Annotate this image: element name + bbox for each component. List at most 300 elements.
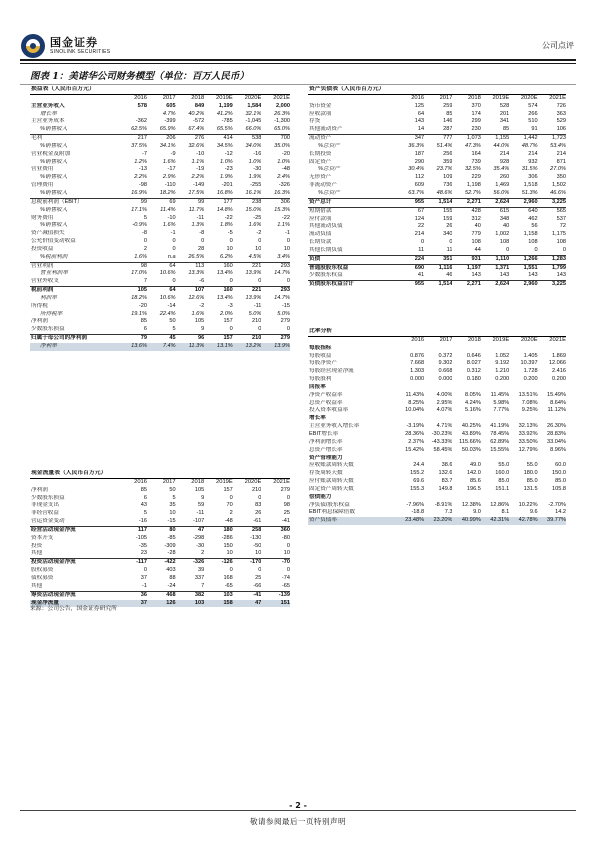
year-header: 2018	[191, 94, 205, 101]
row-value: -1	[285, 230, 290, 237]
row-value: 1.405	[523, 352, 538, 359]
row-value: 11.12%	[547, 407, 566, 414]
row-value: 2.416	[552, 368, 566, 375]
row-value: 1.0%	[277, 158, 290, 165]
table-row	[308, 431, 566, 439]
row-value: -3	[227, 302, 233, 309]
row-value: 1,551	[523, 264, 538, 271]
year-header: 2021E	[273, 478, 290, 485]
row-value: 2	[143, 245, 147, 252]
row-value	[481, 455, 509, 463]
row-value: 13.51%	[518, 391, 538, 398]
year-header: 2017	[162, 94, 176, 101]
row-value: 9	[176, 326, 205, 334]
row-label: %税前利润	[30, 254, 118, 262]
row-value: 348	[499, 215, 510, 222]
row-value: 726	[556, 102, 566, 109]
row-value: 10.6%	[159, 294, 176, 301]
table-row	[308, 190, 566, 198]
row-value: 124	[414, 215, 425, 222]
row-value: 11.45%	[490, 391, 510, 398]
row-value: 615	[499, 207, 510, 214]
table-row	[308, 455, 566, 463]
row-value: 38.6	[441, 462, 453, 469]
row-value: -572	[192, 118, 205, 125]
year-header: 2020E	[244, 478, 262, 485]
table-row	[308, 423, 566, 431]
row-value: 9.192	[495, 360, 510, 367]
row-value: 22	[417, 223, 425, 230]
row-value: 5.0%	[277, 310, 290, 317]
row-value: -8.91%	[434, 501, 453, 508]
row-value: 40.2%	[188, 110, 205, 117]
table-row	[308, 151, 566, 159]
row-value: 25	[283, 510, 290, 517]
row-value: 126	[147, 600, 176, 608]
row-label: 投资收益	[31, 245, 54, 252]
row-value: 40.99%	[452, 517, 480, 525]
row-value: 259	[443, 102, 453, 109]
row-value: 2	[229, 510, 233, 517]
row-value: 9.302	[438, 360, 453, 367]
row-label: 增长率	[309, 415, 326, 422]
row-value: 53.4%	[550, 142, 566, 149]
table-row	[308, 486, 566, 494]
row-value	[481, 345, 509, 353]
row-value: -110	[164, 182, 176, 189]
row-value: 0	[509, 247, 537, 255]
row-value: 26.30%	[547, 423, 566, 430]
year-header: 2020E	[244, 94, 262, 101]
row-value: 99	[197, 198, 205, 205]
year-header: 2018	[467, 336, 481, 343]
row-label: 净利润增长率	[309, 438, 343, 445]
row-value: 1.6%	[162, 222, 176, 229]
row-value: 65.5%	[204, 126, 233, 134]
row-value: 16.3%	[261, 190, 290, 198]
row-value: -8	[199, 230, 205, 237]
row-value: 1,514	[438, 281, 453, 288]
row-value: 9.25%	[521, 407, 538, 414]
row-label: 净利率	[30, 343, 118, 351]
table-row	[308, 272, 566, 280]
row-value: 40.25%	[461, 423, 481, 430]
row-value: 1.869	[552, 352, 566, 359]
row-value: 150.0	[552, 470, 566, 477]
row-value: 15.55%	[490, 446, 510, 453]
row-label: 所得税率	[40, 310, 63, 317]
row-label: 无形资产	[309, 174, 332, 181]
row-value: 0	[261, 326, 290, 334]
row-value: 1.0%	[220, 158, 233, 165]
row-value: 42.31%	[481, 517, 509, 525]
row-value: 32.5%	[464, 166, 481, 173]
row-label: 投资活动现金净流	[31, 559, 76, 566]
row-value: 2,271	[466, 281, 481, 288]
row-value: 15.3%	[274, 206, 290, 213]
table-row	[308, 368, 566, 376]
row-value: 2	[176, 550, 205, 558]
row-label: 货币资金	[309, 102, 332, 109]
row-value: 2.95%	[436, 399, 453, 406]
row-value: 229	[471, 174, 481, 181]
row-value: -1,300	[274, 118, 290, 125]
row-value: -2.70%	[548, 501, 566, 508]
table-row	[308, 135, 566, 143]
row-value: -17	[167, 166, 176, 173]
table-row	[30, 318, 290, 326]
row-value: 36	[140, 591, 147, 598]
row-label: EBIT利息保障倍数	[309, 509, 355, 516]
table-row	[30, 495, 290, 503]
row-value: 50.03%	[461, 446, 481, 453]
row-value: 574	[528, 102, 538, 109]
table-row	[30, 518, 290, 526]
row-label: 营业费用	[31, 166, 54, 173]
row-label: 净利润	[31, 486, 48, 493]
table-row	[308, 502, 566, 510]
row-label: 负债	[308, 255, 396, 264]
table-row	[308, 415, 566, 423]
row-value: -23	[224, 166, 233, 173]
row-value: 63.7%	[396, 190, 424, 198]
row-value: 3,225	[552, 281, 566, 288]
table-row	[308, 353, 566, 361]
row-label: %销售收入	[30, 190, 118, 198]
row-value: 12.6%	[188, 294, 205, 301]
row-value: 0	[147, 278, 176, 286]
row-value: 23.7%	[436, 166, 453, 173]
row-value	[481, 415, 509, 423]
ratio-analysis-table	[308, 328, 566, 525]
row-value: 105	[194, 486, 205, 493]
row-value: 1.9%	[248, 174, 262, 181]
row-value: 59	[197, 502, 205, 509]
row-value: 2,960	[509, 198, 537, 207]
row-value: -11	[196, 510, 205, 517]
row-value: 28.36%	[405, 430, 425, 437]
row-value: 4.24%	[464, 399, 481, 406]
table-row	[308, 517, 566, 525]
row-value: 13.2%	[233, 343, 262, 351]
row-value	[538, 455, 566, 463]
row-value: 0.372	[438, 352, 453, 359]
table-title: 比率分析	[308, 328, 566, 336]
table-row	[308, 494, 566, 502]
table-row	[30, 198, 290, 206]
row-value: 132.6	[438, 470, 453, 477]
row-label: %总资产	[318, 166, 340, 173]
row-value: 350	[556, 174, 566, 181]
row-value	[396, 345, 424, 353]
table-row	[30, 550, 290, 558]
row-value	[396, 455, 424, 463]
row-value: 18.2%	[147, 190, 176, 198]
row-value: 32.6%	[188, 142, 205, 149]
row-label: 偿债能力	[309, 493, 332, 500]
row-value: 3,225	[538, 198, 566, 207]
row-value: -65	[204, 583, 233, 591]
row-value: 347	[414, 135, 425, 142]
row-value: 37	[140, 574, 147, 581]
table-row	[308, 143, 566, 151]
row-value: -28	[147, 550, 176, 558]
row-value: 143	[481, 272, 509, 280]
row-value: 1,110	[481, 255, 509, 264]
row-value: 0	[258, 238, 262, 245]
row-value: -12	[224, 150, 233, 157]
row-label: 息税前利润（EBIT）	[31, 198, 83, 205]
row-value: 1,584	[247, 102, 262, 109]
row-value: 47	[233, 600, 262, 608]
row-value: -66	[233, 583, 262, 591]
row-value: 10	[204, 550, 233, 558]
row-value: 1,518	[523, 182, 538, 189]
row-label: 现金净流量	[30, 600, 118, 608]
row-value: 64	[169, 287, 176, 294]
row-value: 414	[223, 135, 233, 142]
table-row	[30, 311, 290, 319]
year-header: 2018	[467, 94, 481, 101]
year-header: 2019E	[492, 336, 510, 343]
year-header: 2021E	[273, 94, 290, 101]
table-row	[30, 222, 290, 230]
table-row	[308, 439, 566, 447]
row-value: 5	[147, 326, 176, 334]
row-value: 640	[528, 207, 538, 214]
row-value: -130	[250, 534, 262, 541]
row-value: 151.1	[495, 485, 510, 492]
row-value	[396, 384, 424, 392]
row-value: 0	[286, 494, 290, 501]
row-value: 146	[443, 118, 453, 125]
row-value: 115.66%	[459, 438, 481, 445]
row-value: 13.3%	[188, 270, 205, 277]
row-value: 266	[528, 110, 538, 117]
row-value: 31.5%	[521, 166, 538, 173]
figure-title: 图表 1：美诺华公司财务模型（单位：百万人民币）	[30, 71, 249, 82]
row-value: 143	[414, 118, 425, 125]
row-value: -16	[118, 518, 147, 526]
row-value: 0.646	[466, 352, 481, 359]
row-value	[538, 345, 566, 353]
table-title: 损益表（人民币百万元）	[30, 86, 290, 94]
row-value: 164	[471, 150, 481, 157]
table-row	[308, 118, 566, 126]
row-value	[452, 494, 480, 502]
row-value: 49.0	[469, 462, 481, 469]
year-header-blank	[30, 478, 118, 486]
table-row	[30, 207, 290, 215]
row-value: 48.7%	[521, 142, 538, 149]
row-label: 净负债/股东权益	[309, 501, 350, 508]
row-value: 14.8%	[216, 206, 233, 213]
row-value: -22	[281, 214, 290, 221]
row-value: 14	[396, 126, 424, 134]
row-value: 79	[140, 335, 147, 342]
table-row	[30, 526, 290, 534]
row-label: 资产总计	[308, 198, 396, 207]
income-statement-table	[30, 86, 290, 351]
row-value: 578	[137, 102, 147, 109]
row-value: -20	[281, 150, 290, 157]
row-value: 35	[169, 502, 176, 509]
row-label: 应付账款周转天数	[309, 478, 354, 485]
row-value: 0	[286, 567, 290, 574]
row-value: 14.7%	[274, 270, 290, 277]
row-value: 351	[424, 255, 452, 264]
row-value: 125	[414, 102, 425, 109]
row-value: 98	[283, 502, 290, 509]
row-label: 每股净资产	[309, 360, 337, 367]
row-value: 214	[556, 150, 566, 157]
table-title: 资产负债表（人民币百万元）	[308, 86, 566, 94]
row-value	[452, 415, 480, 423]
row-label: %总资产	[318, 142, 340, 149]
year-header-blank	[30, 94, 118, 102]
row-value: 112	[415, 174, 425, 181]
row-label: 归属于母公司的净利润	[31, 335, 87, 342]
row-label: 流动负债	[309, 231, 332, 238]
row-value: 47	[197, 526, 205, 533]
row-value: 40	[502, 223, 510, 230]
row-value: -35	[138, 542, 147, 549]
row-value: 35.4%	[493, 166, 510, 173]
row-value: 337	[194, 574, 205, 581]
row-value: 605	[166, 102, 176, 109]
row-value: 66.0%	[233, 126, 262, 134]
row-value: 210	[252, 486, 262, 493]
row-value: n.a	[147, 254, 176, 262]
row-value: 64	[169, 262, 176, 269]
row-value: 0	[229, 238, 233, 245]
row-value: 67	[417, 207, 425, 214]
row-value: 155	[443, 207, 453, 214]
row-value: 10.6%	[159, 270, 176, 277]
row-value: 85.0	[498, 478, 510, 485]
row-value: 12.066	[548, 360, 566, 367]
row-value: 2,271	[452, 198, 480, 207]
balance-sheet-table	[308, 86, 566, 289]
table-row	[30, 118, 290, 126]
row-label: %销售收入	[40, 158, 68, 165]
row-value: 700	[280, 135, 290, 142]
year-header-blank	[308, 94, 396, 102]
row-value: 108	[556, 239, 566, 246]
table-title: 现金流量表（人民币百万元）	[30, 470, 290, 478]
row-value: 0.876	[410, 352, 425, 359]
row-value: 158	[204, 600, 233, 608]
row-value: -117	[136, 559, 147, 566]
row-value: 214	[528, 150, 538, 157]
row-value: 13.6%	[118, 343, 147, 351]
row-value: 279	[280, 318, 290, 325]
row-value: -170	[250, 559, 262, 566]
row-value: 143	[538, 272, 566, 280]
table-row	[308, 400, 566, 408]
row-label: 经营活动现金净流	[31, 526, 76, 533]
row-value: 360	[280, 526, 290, 533]
row-value: 221	[252, 262, 262, 269]
table-row	[308, 159, 566, 167]
row-value: 26	[446, 223, 453, 230]
row-value: 10	[233, 550, 262, 558]
row-value: 105	[194, 318, 205, 325]
row-label: 非现金支出	[31, 502, 59, 509]
row-value: -1	[118, 583, 147, 591]
row-label: 债权募资	[31, 574, 54, 581]
row-value: 85	[481, 126, 509, 134]
row-label: 财务费用	[31, 214, 54, 221]
row-value: 67.4%	[176, 126, 205, 134]
row-value: 1.728	[523, 368, 538, 375]
row-label: 回报率	[309, 383, 326, 390]
row-label: 每股股利	[309, 376, 332, 383]
row-label: 少数股东损益	[30, 326, 118, 334]
table-row	[308, 384, 566, 392]
row-value: -362	[135, 118, 147, 125]
row-value: 52.7%	[452, 190, 480, 198]
row-value: 690	[414, 264, 425, 271]
row-value: -22	[224, 214, 233, 221]
row-value: 56	[531, 223, 538, 230]
row-value: 5.98%	[493, 399, 510, 406]
cash-flow-table	[30, 470, 290, 607]
row-value: 0	[286, 238, 290, 245]
table-row	[308, 470, 566, 478]
row-value: 230	[452, 126, 480, 134]
row-label: 每股指标	[309, 344, 332, 351]
table-row	[308, 281, 566, 289]
table-row	[308, 231, 566, 239]
row-value: 98	[140, 262, 147, 269]
row-value: 17.0%	[131, 270, 147, 277]
row-value: -61	[233, 518, 262, 526]
row-value	[481, 494, 509, 502]
row-value: 150	[223, 542, 233, 549]
row-value: 34.1%	[159, 142, 176, 149]
row-value: 777	[443, 135, 453, 142]
row-label: 应收款项	[309, 110, 332, 117]
table-row	[308, 247, 566, 255]
row-value: 35.0%	[274, 142, 290, 149]
row-value: 210	[252, 335, 262, 342]
row-label: 增长率	[40, 110, 57, 117]
row-value: 13.4%	[216, 270, 233, 277]
table-row	[30, 543, 290, 551]
row-value: -11	[253, 302, 262, 309]
table-row	[30, 502, 290, 510]
row-value: 18.2%	[131, 294, 147, 301]
year-header: 2017	[162, 478, 176, 485]
table-row	[308, 462, 566, 470]
row-value: 276	[194, 135, 205, 142]
row-value	[509, 455, 537, 463]
row-value: 43.89%	[461, 430, 481, 437]
row-value: 40	[474, 223, 481, 230]
row-value: 403	[166, 567, 176, 574]
row-value: 13.1%	[204, 343, 233, 351]
year-header: 2020E	[520, 336, 538, 343]
row-value: 45	[169, 335, 176, 342]
row-value: 13.9%	[245, 294, 262, 301]
row-value: 159	[443, 215, 453, 222]
row-value: 34.0%	[245, 142, 262, 149]
table-row	[308, 509, 566, 517]
row-value: 287	[424, 126, 452, 134]
row-value: 16.9%	[118, 190, 147, 198]
row-value: -74	[281, 574, 290, 581]
